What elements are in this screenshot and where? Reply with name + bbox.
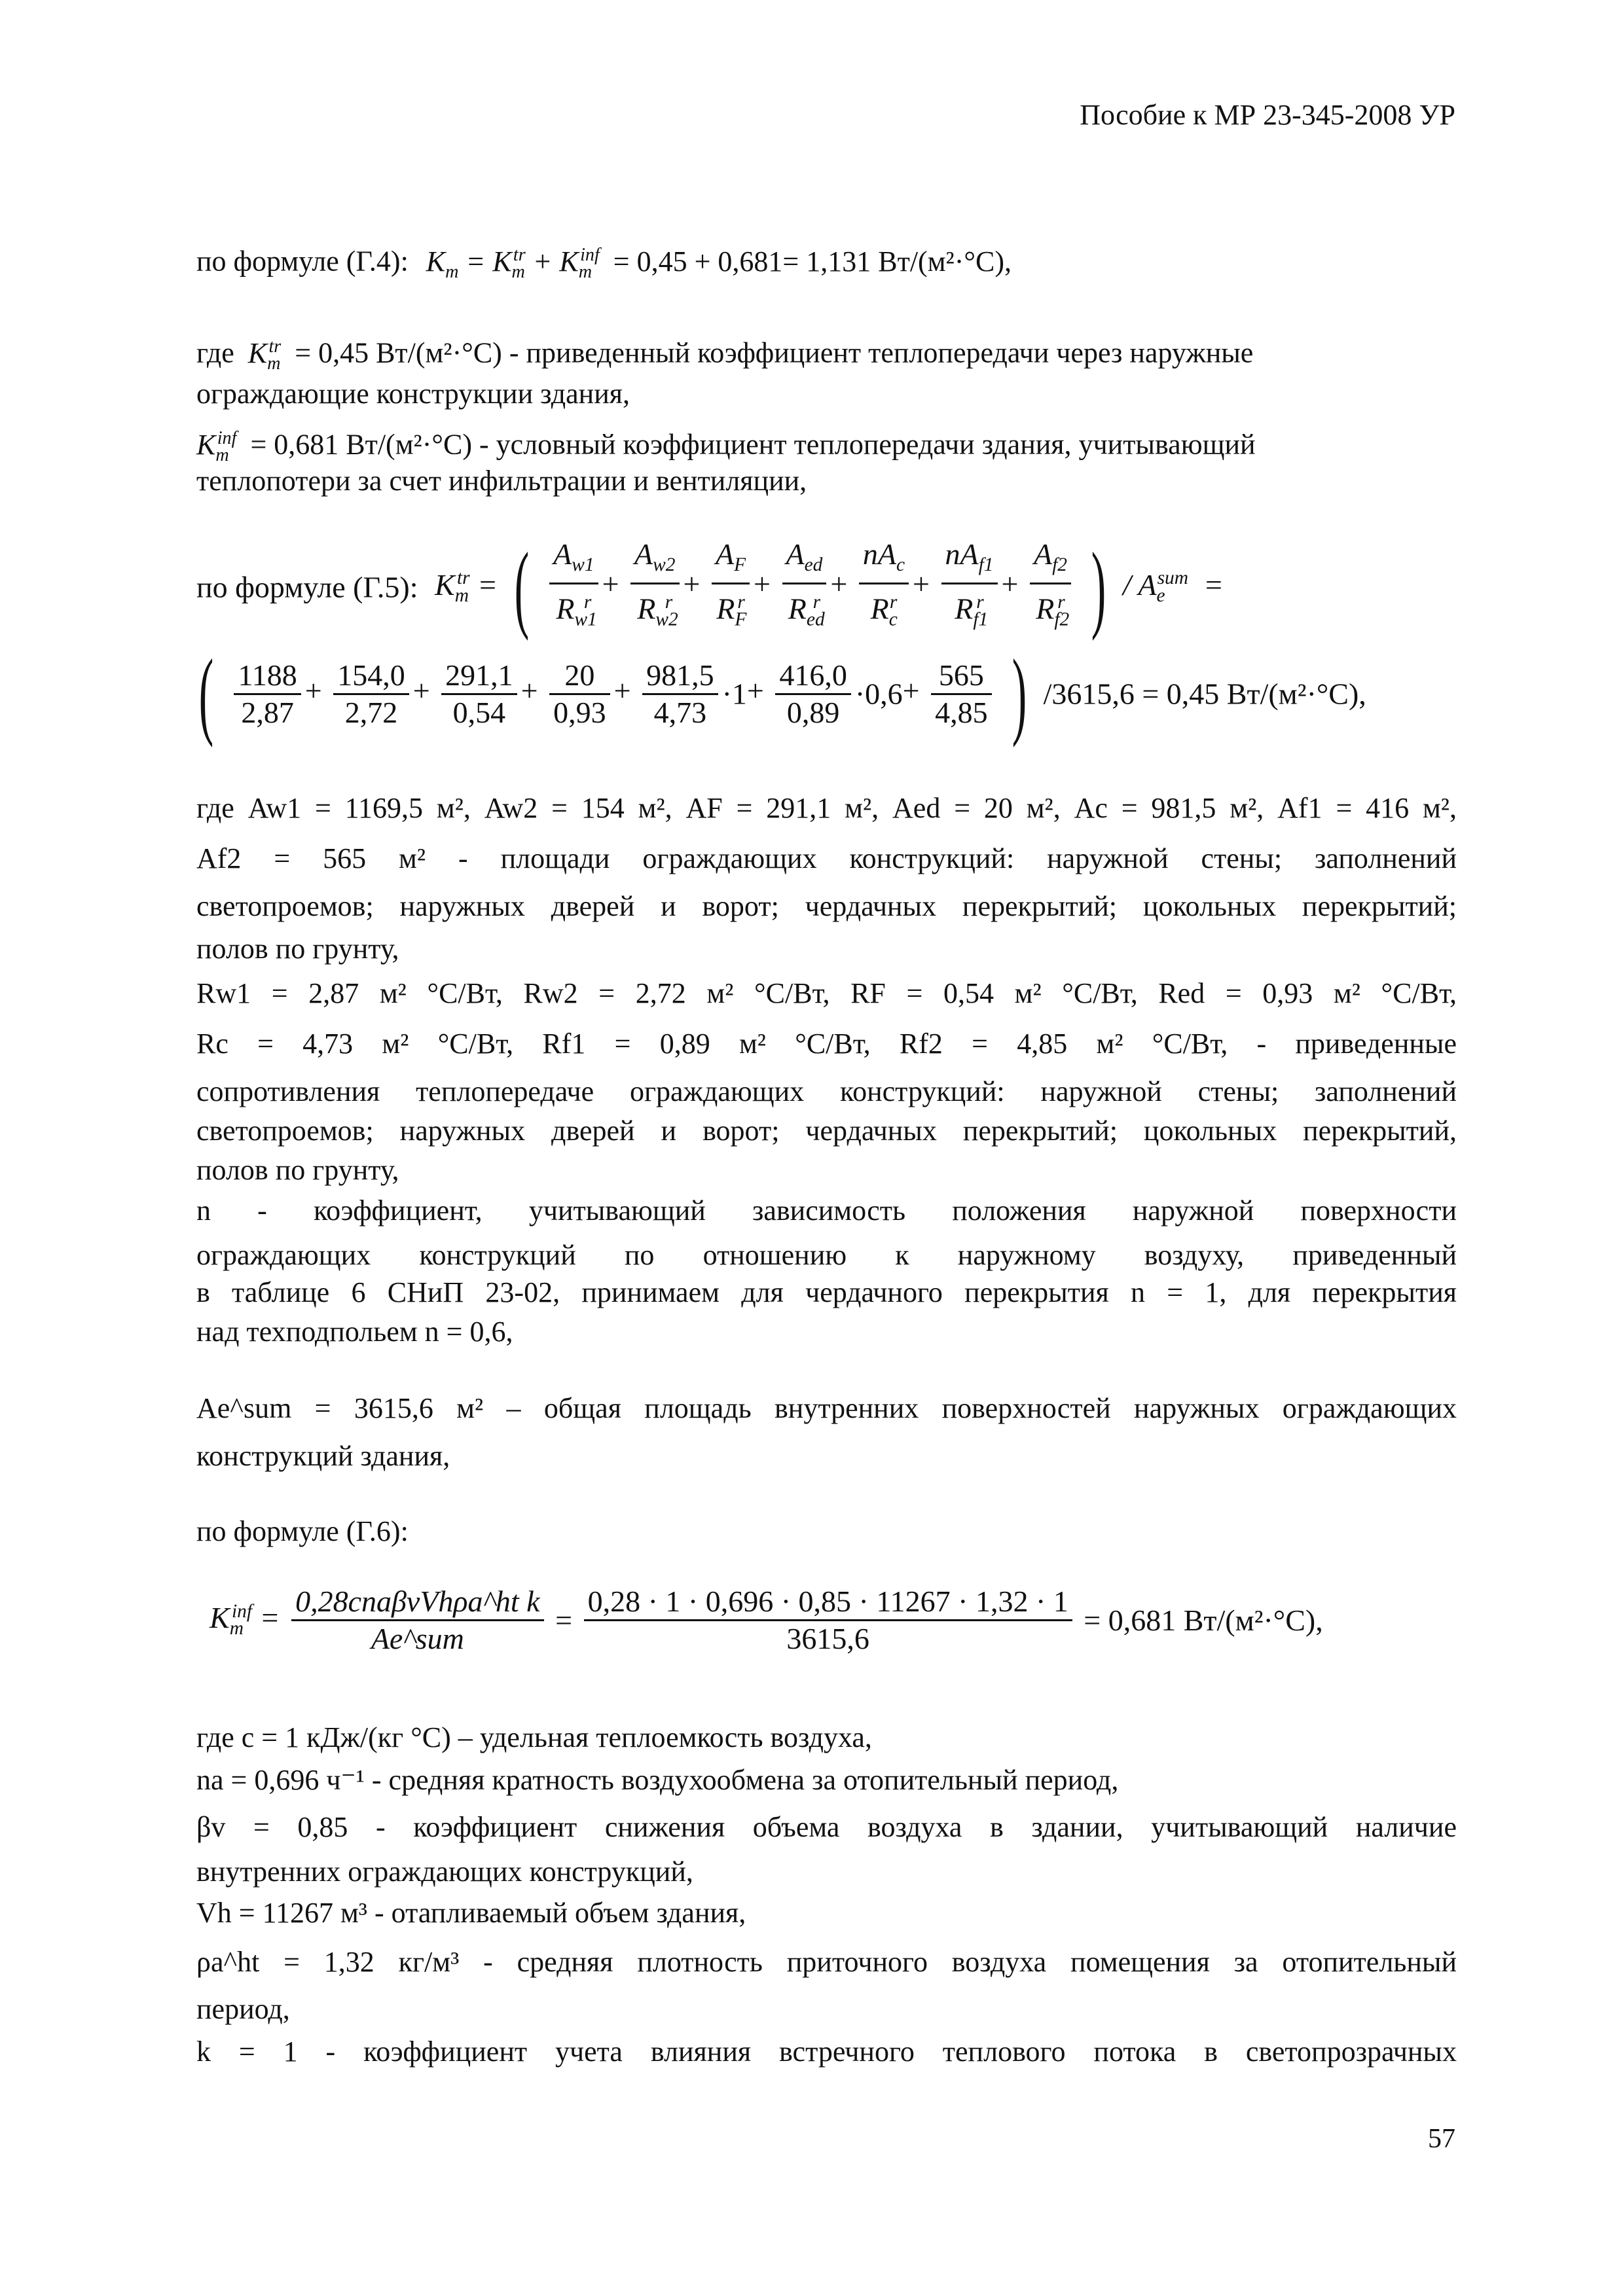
g5-num-term-4: $\frac{20}{0,93}$ — [549, 658, 610, 730]
g6-symbolic-fraction: $\frac{\text{0,28cnaβvVhρa\textasciicircum{}ht k}}{\text{Ae\textasciicircum{}sum}}$ — [291, 1584, 544, 1657]
n-definition-line3: в таблице 6 СНиП 23-02, принимаем для чердачного перекрытия n = 1, для перекрытия — [196, 1276, 1457, 1308]
resistances-line3: сопротивления теплопередаче ограждающих конструкций: наружной стены; заполнений — [196, 1075, 1457, 1107]
areas-line4: полов по грунту, — [196, 933, 399, 965]
g5-num-term-5: $\frac{981,5}{4,73}$ — [642, 658, 718, 730]
asum-definition-line2: конструкций здания, — [196, 1440, 450, 1472]
g5-num-term-3: $\frac{291,1}{0,54}$ — [441, 658, 517, 730]
g5-term-aed: $\frac{A_{ed}}{R_{ed}^r}$ — [782, 537, 827, 637]
resistances-line5: полов по грунту, — [196, 1154, 399, 1186]
resistances-line2: Rc = 4,73 м² °С/Вт, Rf1 = 0,89 м² °С/Вт, Rf2 = 4,85 м² °С/Вт, - приведенные — [196, 1028, 1457, 1060]
n-definition-line4: над техподпольем n = 0,6, — [196, 1316, 513, 1348]
def-bv-line2: внутренних ограждающих конструкций, — [196, 1856, 693, 1888]
g5-term-aw1: $\frac{A_{w1}}{R_{w1}^r}$ — [549, 537, 598, 637]
g5-num-term-6: $\frac{416,0}{0,89}$ — [775, 658, 851, 730]
areas-line3: светопроемов; наружных дверей и ворот; чердачных перекрытий; цокольных перекрытий; — [196, 890, 1457, 922]
g5-term-nac: $\frac{nA_c}{R_c^r}$ — [859, 537, 909, 637]
n-definition-line1: n - коэффициент, учитывающий зависимость положения наружной поверхности — [196, 1194, 1457, 1227]
def-c: где c = 1 кДж/(кг °С) – удельная теплоемкость воздуха, — [196, 1721, 872, 1753]
g5-num-term-1: $\frac{1188}{2,87}$ — [234, 658, 301, 730]
areas-line2: Af2 = 565 м² - площади ограждающих конструкций: наружной стены; заполнений — [196, 842, 1457, 874]
ktr-definition-line1: где $K_m^{tr} = 0,45$ Вт/(м²·°С) - приведенный коэффициент теплопередачи через наружные — [196, 336, 1254, 374]
areas-line1: где Aw1 = 1169,5 м², Aw2 = 154 м², AF = 291,1 м², Aed = 20 м², Ac = 981,5 м², Af1 = 416 м², — [196, 792, 1457, 824]
g5-term-af2: $\frac{A_{f2}}{R_{f2}^r}$ — [1030, 537, 1071, 637]
g5-term-aw2: $\frac{A_{w2}}{R_{w2}^r}$ — [630, 537, 679, 637]
def-na: na = 0,696 ч⁻¹ - средняя кратность воздухообмена за отопительный период, — [196, 1764, 1119, 1796]
ktr-definition-line2: ограждающие конструкции здания, — [196, 378, 630, 410]
page-header: Пособие к МР 23-345-2008 УР — [1080, 99, 1455, 131]
g5-num-term-7: $\frac{565}{4,85}$ — [931, 658, 992, 730]
resistances-line4: светопроемов; наружных дверей и ворот; чердачных перекрытий; цокольных перекрытий, — [196, 1115, 1457, 1147]
def-vh: Vh = 11267 м³ - отапливаемый объем здания, — [196, 1897, 746, 1929]
kinf-definition-line2: теплопотери за счет инфильтрации и вентиляции, — [196, 465, 807, 497]
page-number: 57 — [1428, 2124, 1455, 2154]
formula-g4-lhs: $K_m = K_m^{tr} + K_m^{inf}$ — [426, 245, 600, 282]
g6-numeric-fraction: $\frac{0,28 \cdot 1 \cdot 0,696 \cdot 0,85 \cdot 11267 \cdot 1,32 \cdot 1}{3615,6}$ — [584, 1584, 1072, 1657]
formula-g6-prefix: по формуле (Г.6): — [196, 1515, 409, 1547]
def-rho-line2: период, — [196, 1993, 290, 2025]
def-rho-line1: ρa^ht = 1,32 кг/м³ - средняя плотность приточного воздуха помещения за отопительный — [196, 1946, 1457, 1978]
formula-g6: $K_m^{inf}$ = $\frac{\text{0,28cnaβvVhρa\textasciicircum{}ht k}}{\text{Ae\textasciicircum{}sum}}$ = $\frac{0,28 \cdot 1 \cdot 0,696 \cdot 0,85 \cdot 11267 \cdot 1,32 \cdot 1}{3615,6}$ = 0,681 Вт/(м²·°С), — [210, 1585, 1323, 1655]
formula-g4-prefix: по формуле (Г.4): — [196, 245, 409, 278]
g5-term-naf1: $\frac{nA_{f1}}{R_{f1}^r}$ — [941, 537, 998, 637]
formula-g4 — [196, 236, 1457, 291]
g5-term-af: $\frac{A_F}{R_F^r}$ — [712, 537, 750, 637]
formula-g4-rhs: = 0,45 + 0,681= 1,131 Вт/(м²·°С), — [613, 245, 1012, 278]
asum-definition-line1: Ae^sum = 3615,6 м² – общая площадь внутренних поверхностей наружных ограждающих — [196, 1392, 1457, 1424]
def-bv-line1: βv = 0,85 - коэффициент снижения объема воздуха в здании, учитывающий наличие — [196, 1811, 1457, 1843]
formula-g5-prefix: по формуле (Г.5): — [196, 570, 418, 604]
g5-result: /3615,6 = 0,45 Вт/(м²·°С), — [1043, 677, 1366, 711]
def-k: k = 1 - коэффициент учета влияния встречного теплового потока в светопрозрачных — [196, 2036, 1457, 2068]
n-definition-line2: ограждающих конструкций по отношению к наружному воздуху, приведенный — [196, 1239, 1457, 1271]
g6-result: = 0,681 Вт/(м²·°С), — [1084, 1604, 1323, 1637]
formula-g5-numeric: ( $\frac{1188}{2,87}$ + $\frac{154,0}{2,72}$ + $\frac{291,1}{0,54}$ + $\frac{20}{0,93}$ + $\frac{981,5}{4,73}$ ·1+ $\frac{416,0}{0,89}$ ·0,6+ $\frac{565}{4,85}$ ) /3615,6 = 0,45 Вт/(м²·°С), — [198, 639, 1366, 748]
g5-num-term-2: $\frac{154,0}{2,72}$ — [333, 658, 409, 730]
formula-g5-symbolic: по формуле (Г.5): $K_m^{tr}$ = ( $\frac{A_{w1}}{R_{w1}^r}$ + $\frac{A_{w2}}{R_{w2}^r}$ + $\frac{A_F}{R_F^r}$ + $\frac{A_{ed}}{R_{ed}^r}$ + $\frac{nA_c}{R_c^r}$ + $\frac{nA_{f1}}{R_{f1}^r}$ + $\frac{A_{f2}}{R_{f2}^r}$ ) / $A_e^{sum}$ = — [196, 532, 1224, 641]
kinf-definition-line1: $K_m^{inf} = 0,681$ Вт/(м²·°С) - условный коэффициент теплопередачи здания, учитывающий — [196, 428, 1256, 465]
resistances-line1: Rw1 = 2,87 м² °С/Вт, Rw2 = 2,72 м² °С/Вт, RF = 0,54 м² °С/Вт, Red = 0,93 м² °С/Вт, — [196, 977, 1457, 1009]
